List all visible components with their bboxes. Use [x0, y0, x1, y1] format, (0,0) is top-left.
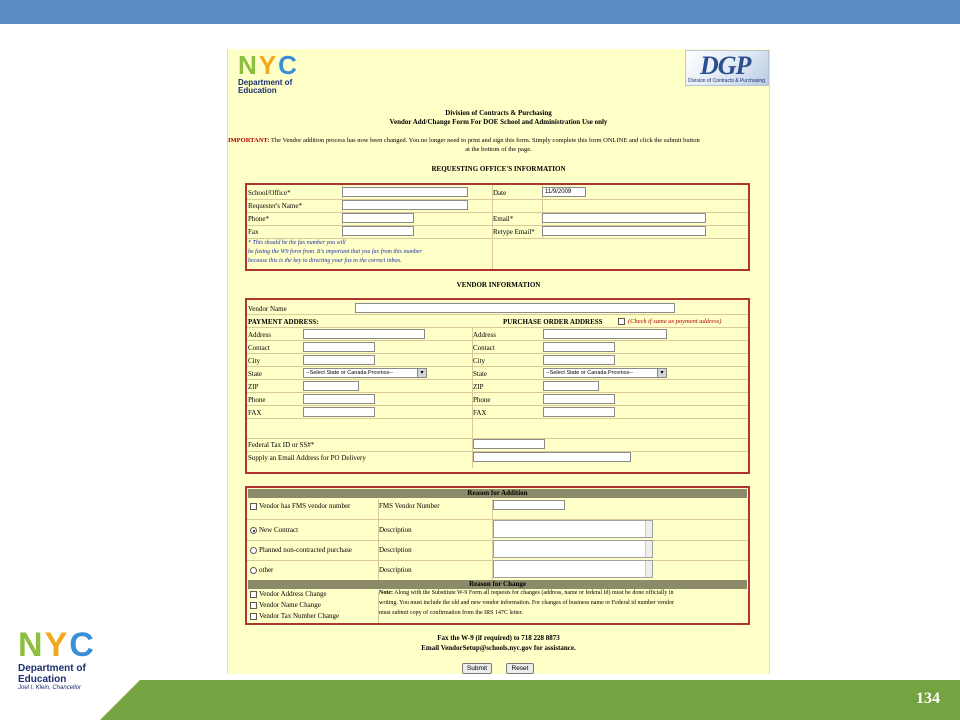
reason-addition-header: Reason for Addition: [248, 489, 747, 498]
tax-change-label: Vendor Tax Number Change: [259, 612, 340, 620]
new-contract-label: New Contract: [259, 526, 299, 534]
dgp-subtitle: Division of Contracts & Purchasing: [688, 78, 765, 84]
email-instruction: Email VendorSetup@schools.nyc.gov for assistance.: [421, 644, 576, 652]
slide-bottom-bar: [100, 680, 960, 720]
logo-line: Department of: [18, 663, 86, 674]
tax-id-label: Federal Tax ID or SS#*: [248, 441, 315, 449]
po-state-value: --Select State or Canada Province--: [546, 370, 634, 376]
payment-address-label: Address: [248, 331, 271, 339]
payment-zip-input[interactable]: [303, 381, 359, 391]
po-address-title: PURCHASE ORDER ADDRESS: [503, 318, 603, 326]
email-label: Email*: [493, 215, 514, 223]
form-heading-2: Vendor Add/Change Form For DOE School and Administration Use only: [389, 118, 608, 126]
payment-fax-label: FAX: [248, 409, 262, 417]
new-contract-description[interactable]: [493, 520, 653, 538]
po-address-label: Address: [473, 331, 496, 339]
payment-zip-label: ZIP: [248, 383, 259, 391]
planned-purchase-radio[interactable]: [250, 547, 257, 554]
phone-input[interactable]: [342, 213, 414, 223]
change-note-1: [379, 590, 674, 596]
slide-top-bar: [0, 0, 960, 24]
logo-letter: C: [69, 626, 94, 664]
school-input[interactable]: [342, 187, 468, 197]
chevron-down-icon: ▾: [417, 369, 426, 377]
po-city-input[interactable]: [543, 355, 615, 365]
requester-label: Requester's Name*: [248, 202, 302, 210]
po-phone-input[interactable]: [543, 394, 615, 404]
submit-button[interactable]: Submit: [462, 663, 492, 674]
payment-state-value: --Select State or Canada Province--: [306, 370, 394, 376]
logo-chancellor: Joel I. Klein, Chancellor: [18, 685, 82, 691]
change-note-3: must submit copy of confirmation from the IRS 147C letter.: [379, 610, 523, 616]
important-label: IMPORTANT:: [228, 137, 270, 144]
fax-input[interactable]: [342, 226, 414, 236]
same-as-payment-checkbox[interactable]: [618, 318, 625, 325]
logo-line: Education: [238, 86, 277, 96]
dgp-letters: DGP: [700, 51, 751, 80]
payment-contact-label: Contact: [248, 344, 270, 352]
date-label: Date: [493, 189, 507, 197]
payment-address-input[interactable]: [303, 329, 425, 339]
other-description[interactable]: [493, 560, 653, 578]
description-label: Description: [379, 546, 412, 554]
nyc-logo-bottom: [18, 628, 94, 662]
fms-number-input[interactable]: [493, 500, 565, 510]
vendor-name-label: Vendor Name: [248, 305, 287, 313]
vendor-name-input[interactable]: [355, 303, 675, 313]
retype-email-label: Retype Email*: [493, 228, 535, 236]
important-text: The Vendor addition process has now been changed. You no longer need to print and sign this form. Simply complete this form ONLINE and click the submit button: [269, 137, 700, 144]
payment-address-title: PAYMENT ADDRESS:: [248, 318, 319, 326]
logo-letter: Y: [44, 626, 68, 664]
fax-note-2: be faxing the W9 form from. It's important that you fax from this number: [248, 249, 422, 255]
nyc-logo-top: [238, 52, 297, 78]
fax-note-1: * This should be the fax number you will: [248, 240, 346, 246]
reset-button[interactable]: Reset: [506, 663, 534, 674]
logo-text-top: [238, 79, 292, 96]
name-change-checkbox[interactable]: [250, 602, 257, 609]
address-change-checkbox[interactable]: [250, 591, 257, 598]
note-label: Note:: [379, 590, 393, 596]
email-input[interactable]: [542, 213, 706, 223]
dgp-logo: [685, 50, 769, 86]
scrollbar[interactable]: [645, 541, 652, 557]
po-contact-input[interactable]: [543, 342, 615, 352]
po-state-label: State: [473, 370, 487, 378]
vendor-title: VENDOR INFORMATION: [456, 281, 541, 289]
payment-state-label: State: [248, 370, 262, 378]
payment-city-input[interactable]: [303, 355, 375, 365]
fms-number-label: FMS Vendor Number: [379, 502, 440, 510]
page-number: 134: [916, 690, 940, 707]
po-phone-label: Phone: [473, 396, 491, 404]
logo-line: Education: [18, 673, 67, 685]
po-email-input[interactable]: [473, 452, 631, 462]
payment-contact-input[interactable]: [303, 342, 375, 352]
fms-check-label: Vendor has FMS vendor number: [259, 502, 351, 510]
po-zip-input[interactable]: [543, 381, 599, 391]
school-label: School/Office*: [248, 189, 291, 197]
change-note-2: writing. You must include the old and new vendor information. For changes of business name or Federal id number vendor: [379, 600, 674, 606]
fms-checkbox[interactable]: [250, 503, 257, 510]
chevron-down-icon: ▾: [657, 369, 666, 377]
payment-phone-input[interactable]: [303, 394, 375, 404]
po-zip-label: ZIP: [473, 383, 484, 391]
po-fax-input[interactable]: [543, 407, 615, 417]
fax-label: Fax: [248, 228, 259, 236]
scrollbar[interactable]: [645, 521, 652, 537]
date-input[interactable]: 11/9/2009: [542, 187, 586, 197]
planned-purchase-description[interactable]: [493, 540, 653, 558]
tax-change-checkbox[interactable]: [250, 613, 257, 620]
payment-state-select[interactable]: [303, 368, 427, 378]
important-text-2: at the bottom of the page.: [465, 146, 532, 153]
note-text: Along with the Substitute W-9 Form all requests for changes (address, name or federal Id) must be done officially in: [393, 590, 674, 596]
description-label: Description: [379, 566, 412, 574]
important-notice: [228, 137, 700, 144]
payment-fax-input[interactable]: [303, 407, 375, 417]
requester-input[interactable]: [342, 200, 468, 210]
name-change-label: Vendor Name Change: [259, 601, 321, 609]
requesting-title: REQUESTING OFFICE'S INFORMATION: [431, 165, 566, 173]
description-label: Description: [379, 526, 412, 534]
reason-change-header: Reason for Change: [248, 580, 747, 589]
other-label: other: [259, 566, 274, 574]
po-state-select[interactable]: [543, 368, 667, 378]
payment-phone-label: Phone: [248, 396, 266, 404]
po-address-input[interactable]: [543, 329, 667, 339]
logo-letter: C: [278, 50, 297, 80]
fax-note-3: because this is the key to directing your fax to the correct inbox.: [248, 258, 402, 264]
po-email-label: Supply an Email Address for PO Delivery: [248, 454, 366, 462]
address-change-label: Vendor Address Change: [259, 590, 327, 598]
logo-text-bottom: [18, 664, 86, 691]
po-city-label: City: [473, 357, 486, 365]
logo-letter: N: [18, 626, 43, 664]
new-contract-radio[interactable]: [250, 527, 257, 534]
retype-email-input[interactable]: [542, 226, 706, 236]
phone-label: Phone*: [248, 215, 269, 223]
payment-city-label: City: [248, 357, 261, 365]
po-contact-label: Contact: [473, 344, 495, 352]
logo-letter: Y: [258, 50, 277, 80]
fax-instruction: Fax the W-9 (if required) to 718 228 8873: [437, 634, 560, 642]
logo-line: Department of: [238, 78, 293, 87]
form-heading-1: Division of Contracts & Purchasing: [445, 109, 552, 117]
same-as-payment-hint: (Check if same as payment address): [628, 318, 722, 325]
other-radio[interactable]: [250, 567, 257, 574]
logo-letter: N: [238, 50, 257, 80]
scrollbar[interactable]: [645, 561, 652, 577]
planned-purchase-label: Planned non-contracted purchase: [259, 546, 352, 554]
po-fax-label: FAX: [473, 409, 487, 417]
tax-id-input[interactable]: [473, 439, 545, 449]
